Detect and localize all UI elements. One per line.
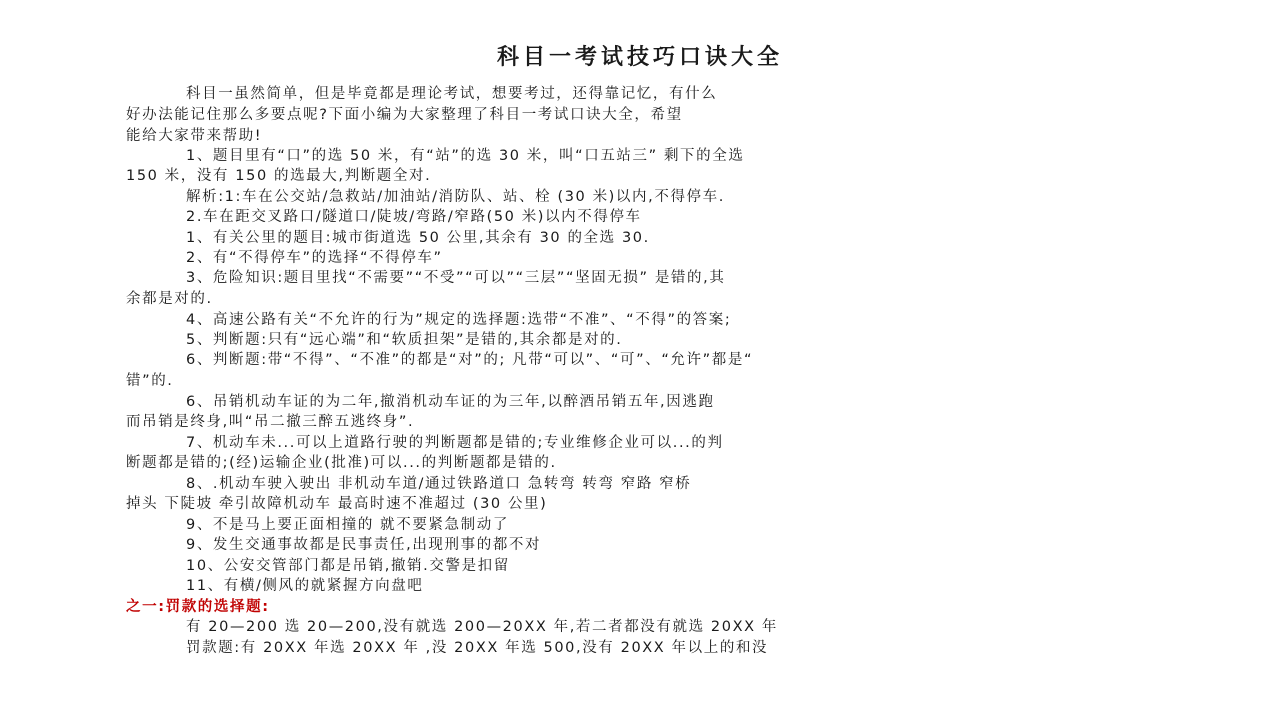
- paragraph-line: 7、机动车未...可以上道路行驶的判断题都是错的;专业维修企业可以...的判: [186, 435, 724, 451]
- section-heading: 之一:罚款的选择题:: [126, 599, 270, 615]
- paragraph-line: 1、有关公里的题目:城市街道选 50 公里,其余有 30 的全选 30.: [186, 230, 650, 246]
- paragraph-line: 能给大家带来帮助!: [126, 128, 263, 144]
- paragraph-line: 错”的.: [126, 373, 174, 389]
- paragraph-line: 而吊销是终身,叫“吊二撤三醉五逃终身”.: [126, 414, 415, 430]
- paragraph-line: 掉头 下陡坡 牵引故障机动车 最高时速不准超过 (30 公里): [126, 496, 548, 512]
- paragraph-line: 有 20—200 选 20—200,没有就选 200—20XX 年,若二者都没有就选 20XX 年: [186, 619, 778, 635]
- paragraph-line: 6、判断题:带“不得”、“不准”的都是“对”的; 凡带“可以”、“可”、“允许”都是“: [186, 352, 754, 368]
- paragraph-line: 9、发生交通事故都是民事责任,出现刑事的都不对: [186, 537, 542, 553]
- paragraph-line: 4、高速公路有关“不允许的行为”规定的选择题:选带“不准”、“不得”的答案;: [186, 312, 732, 328]
- paragraph-line: 2、有“不得停车”的选择“不得停车”: [186, 250, 443, 266]
- paragraph-line: 1、题目里有“口”的选 50 米，有“站”的选 30 米，叫“口五站三” 剩下的全选: [186, 148, 745, 164]
- paragraph-line: 2.车在距交叉路口/隧道口/陡坡/弯路/窄路(50 米)以内不得停车: [186, 209, 642, 225]
- paragraph-line: 余都是对的.: [126, 291, 213, 307]
- document-title: 科目一考试技巧口诀大全: [496, 45, 783, 70]
- paragraph-line: 5、判断题:只有“远心端”和“软质担架”是错的,其余都是对的.: [186, 332, 623, 348]
- paragraph-line: 9、不是马上要正面相撞的 就不要紧急制动了: [186, 517, 509, 533]
- paragraph-line: 10、公安交管部门都是吊销,撤销.交警是扣留: [186, 558, 510, 574]
- paragraph-line: 罚款题:有 20XX 年选 20XX 年 ,没 20XX 年选 500,没有 20XX 年以上的和没: [186, 640, 769, 656]
- paragraph-line: 解析:1:车在公交站/急救站/加油站/消防队、站、栓 (30 米)以内,不得停车.: [186, 189, 725, 205]
- paragraph-line: 3、危险知识:题目里找“不需要”“不受”“可以”“三层”“坚固无损” 是错的,其: [186, 270, 726, 286]
- paragraph-line: 8、.机动车驶入驶出 非机动车道/通过铁路道口 急转弯 转弯 窄路 窄桥: [186, 476, 692, 492]
- paragraph-line: 150 米，没有 150 的选最大,判断题全对.: [126, 168, 432, 184]
- paragraph-line: 好办法能记住那么多要点呢?下面小编为大家整理了科目一考试口诀大全，希望: [126, 107, 683, 123]
- paragraph-line: 科目一虽然简单，但是毕竟都是理论考试，想要考过，还得靠记忆，有什么: [186, 86, 718, 102]
- paragraph-line: 6、吊销机动车证的为二年,撤消机动车证的为三年,以醉酒吊销五年,因逃跑: [186, 394, 715, 410]
- paragraph-line: 11、有横/侧风的就紧握方向盘吧: [186, 578, 424, 594]
- paragraph-line: 断题都是错的;(经)运输企业(批准)可以...的判断题都是错的.: [126, 455, 557, 471]
